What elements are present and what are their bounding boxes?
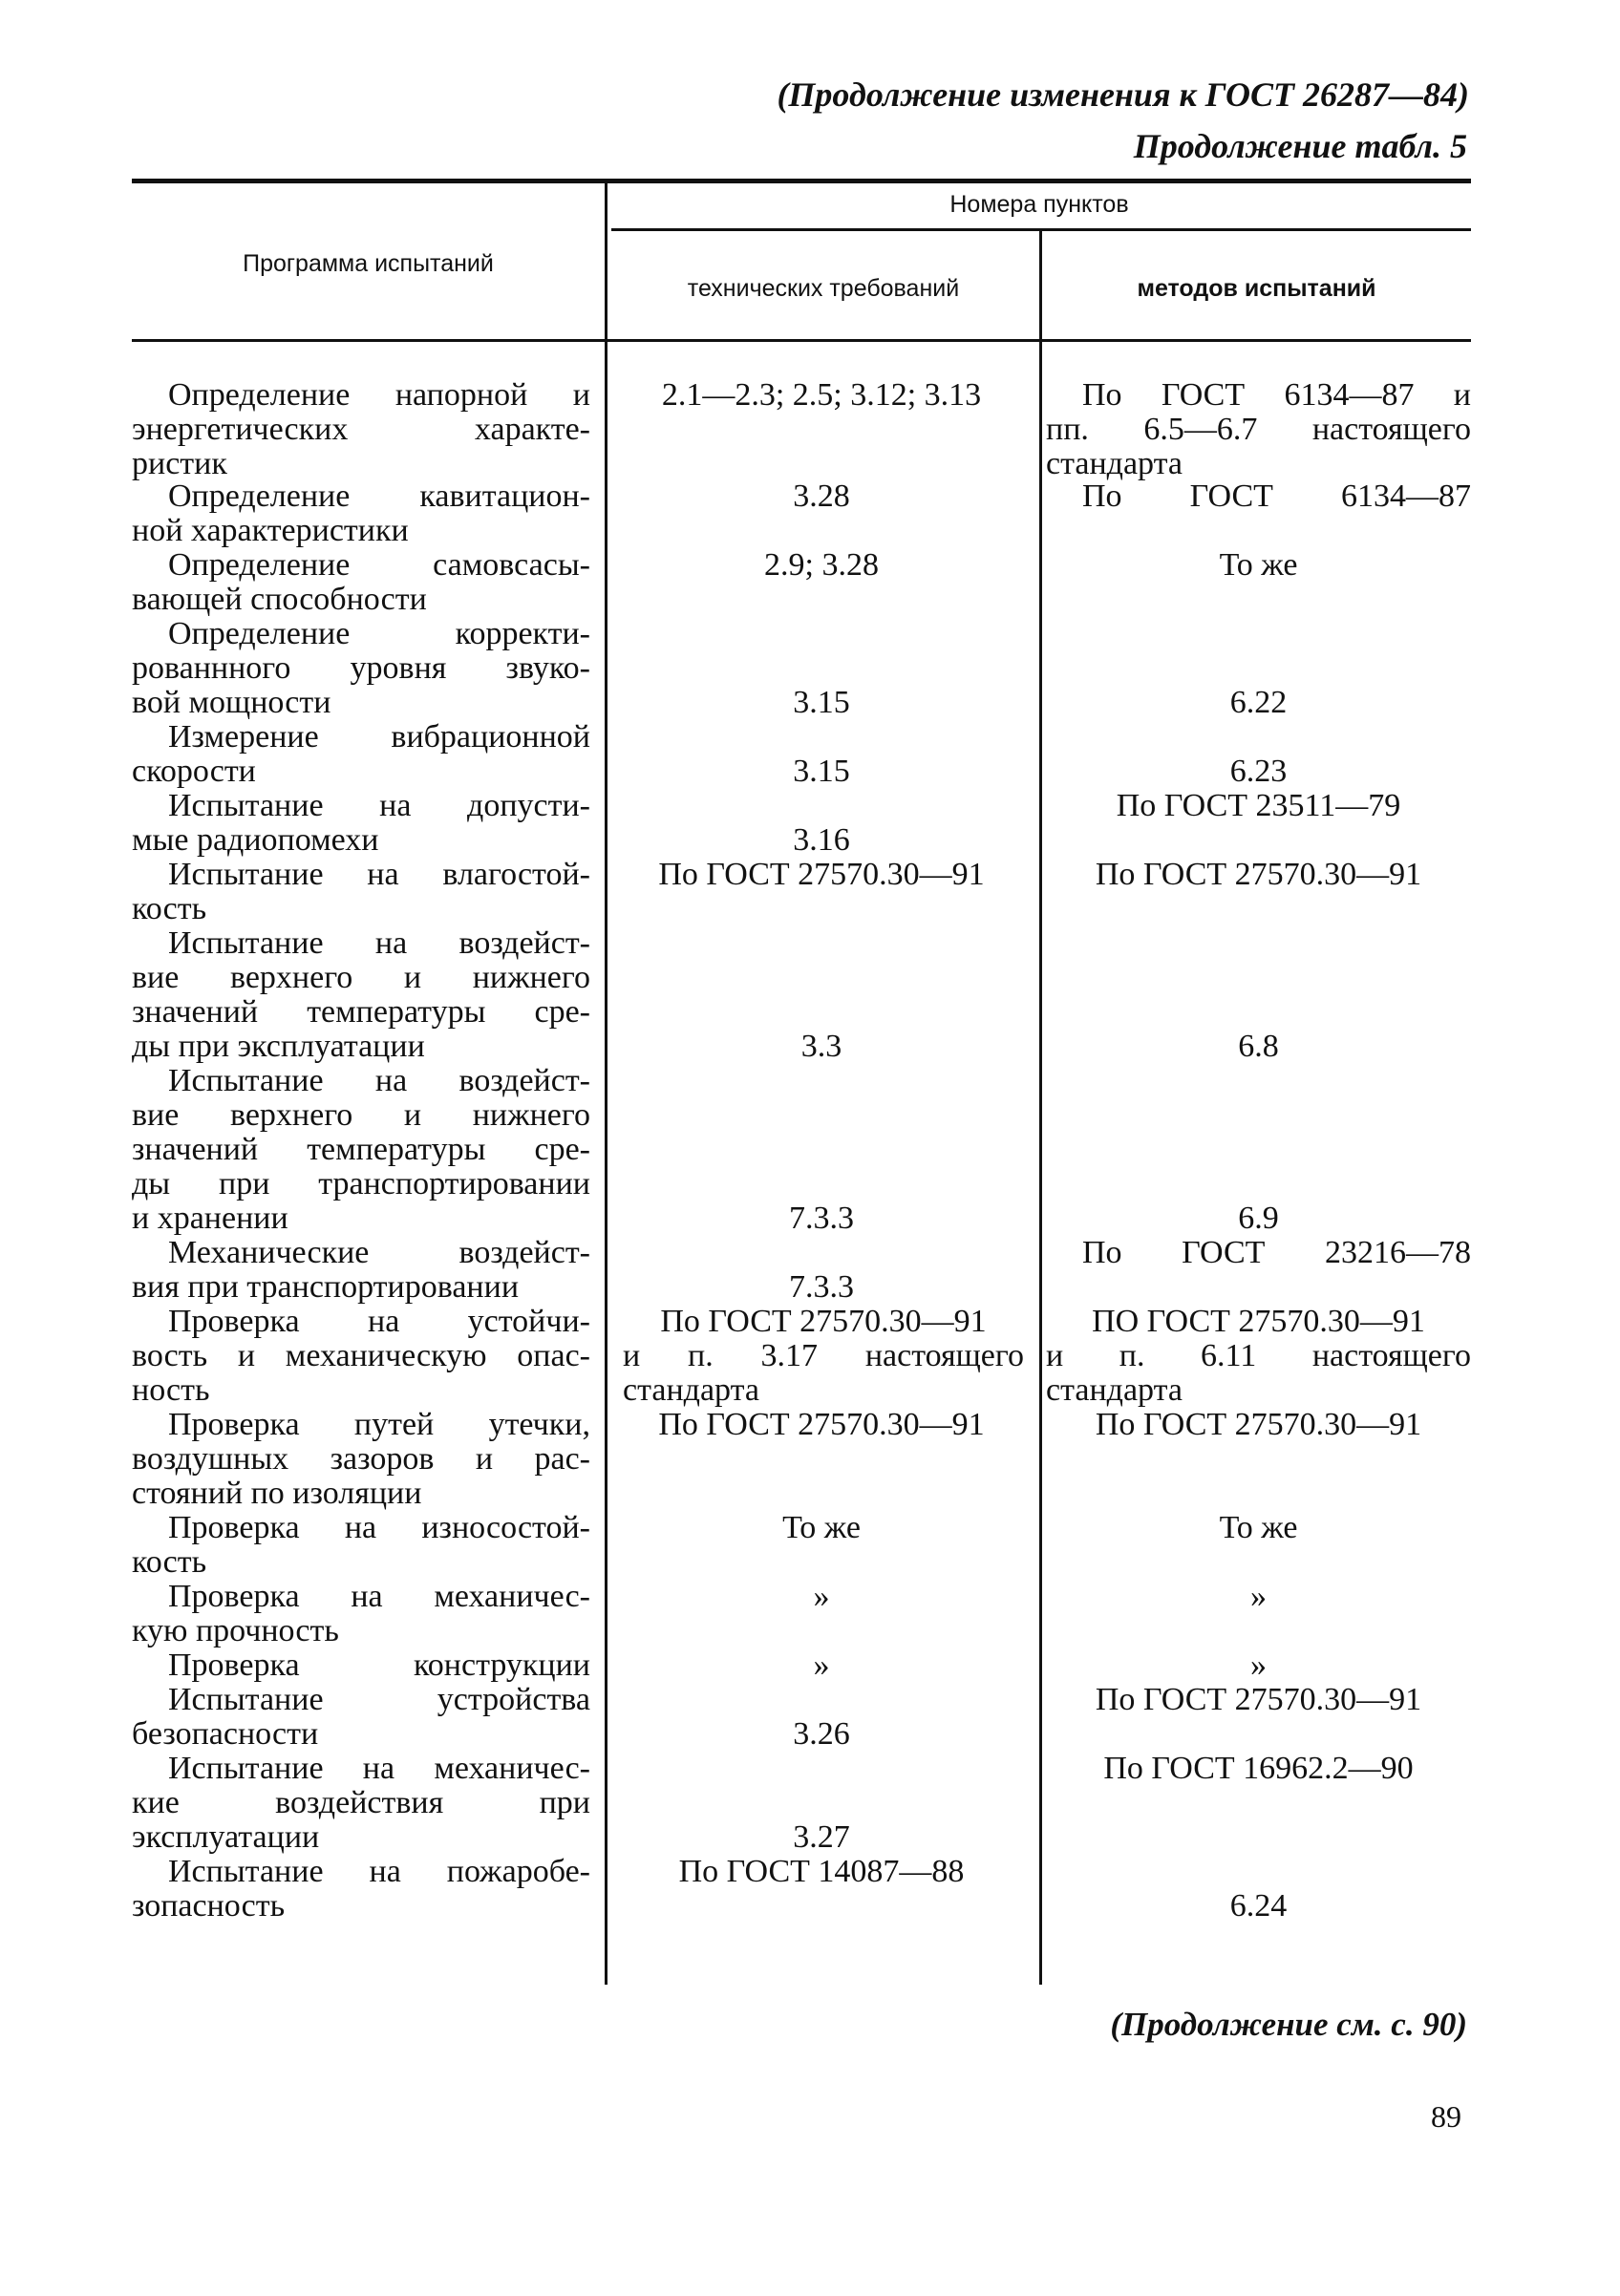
- program-cell: Проверка конструкции: [168, 1648, 590, 1683]
- tech-cell: По ГОСТ 14087—88: [678, 1854, 965, 1889]
- method-cell: То же: [1219, 547, 1298, 583]
- tech-cell: 3.3: [800, 1029, 842, 1064]
- program-cell: Механические воздейст- вия при транспортировании: [132, 1235, 590, 1305]
- method-cell: По ГОСТ 6134—87 и пп. 6.5—6.7 настоящего стандарта: [1046, 377, 1471, 481]
- tech-cell: То же: [782, 1510, 861, 1545]
- method-cell: 6.23: [1229, 754, 1288, 789]
- program-cell: Испытание на влагостой- кость: [132, 857, 590, 926]
- tech-cell: 7.3.3: [789, 1201, 854, 1236]
- method-cell: 6.9: [1238, 1201, 1279, 1236]
- method-cell: По ГОСТ 23216—78: [1082, 1235, 1471, 1270]
- tech-cell: 3.28: [793, 478, 850, 514]
- method-cell: По ГОСТ 27570.30—91: [1095, 1682, 1422, 1717]
- program-cell: Определение кавитацион- ной характеристики: [132, 478, 590, 548]
- program-cell: Определение напорной и энергетических характе- ристик: [132, 377, 590, 481]
- program-cell: Испытание устройства безопасности: [132, 1682, 590, 1752]
- col-header-tech: технических требований: [687, 275, 960, 302]
- header-bottom-rule: [132, 339, 1471, 342]
- program-cell: Проверка на устойчи- вость и механическую опас- ность: [132, 1304, 590, 1408]
- program-cell: Проверка на механичес- кую прочность: [132, 1579, 590, 1648]
- method-cell: По ГОСТ 23511—79: [1116, 788, 1401, 823]
- tech-cell: »: [813, 1579, 830, 1614]
- tech-cell: По ГОСТ 27570.30—91 и п. 3.17 настоящего стандарта: [623, 1304, 1024, 1408]
- program-cell: Проверка путей утечки, воздушных зазоров и рас- стояний по изоляции: [132, 1407, 590, 1511]
- col-header-methods: методов испытаний: [1137, 275, 1376, 302]
- tech-cell: 3.15: [793, 754, 850, 789]
- program-cell: Испытание на воздейст- вие верхнего и нижнего значений температуры сре- ды при эксплуатации: [132, 925, 590, 1064]
- method-cell: По ГОСТ 16962.2—90: [1103, 1751, 1414, 1786]
- col-divider-2: [1039, 231, 1042, 1985]
- method-cell: По ГОСТ 6134—87: [1082, 478, 1471, 514]
- tech-cell: 3.27: [793, 1819, 850, 1855]
- program-cell: Измерение вибрационной скорости: [132, 719, 590, 789]
- top-rule: [132, 179, 1471, 183]
- col-divider-1: [605, 183, 608, 1985]
- col-header-program: Программа испытаний: [243, 250, 494, 277]
- method-cell: По ГОСТ 27570.30—91: [1095, 857, 1422, 892]
- table-continuation-label: Продолжение табл. 5: [1133, 127, 1467, 165]
- method-cell: »: [1250, 1579, 1267, 1614]
- method-cell: То же: [1219, 1510, 1298, 1545]
- program-cell: Проверка на износостой- кость: [132, 1510, 590, 1580]
- tech-cell: 2.1—2.3; 2.5; 3.12; 3.13: [661, 377, 982, 413]
- tech-cell: По ГОСТ 27570.30—91: [658, 1407, 985, 1442]
- program-cell: Испытание на воздейст- вие верхнего и нижнего значений температуры сре- ды при транспортировании и хранении: [132, 1063, 590, 1236]
- method-cell: 6.8: [1238, 1029, 1279, 1064]
- tech-cell: 3.16: [793, 822, 850, 858]
- program-cell: Испытание на пожаробе- зопасность: [132, 1854, 590, 1924]
- program-cell: Испытание на допусти- мые радиопомехи: [132, 788, 590, 858]
- program-cell: Испытание на механичес- кие воздействия при эксплуатации: [132, 1751, 590, 1855]
- tech-cell: 7.3.3: [789, 1269, 854, 1305]
- col-header-group: Номера пунктов: [949, 191, 1129, 218]
- page-number: 89: [1431, 2099, 1461, 2134]
- tech-cell: 2.9; 3.28: [764, 547, 879, 583]
- tech-cell: 3.15: [793, 685, 850, 720]
- continuation-header: (Продолжение изменения к ГОСТ 26287—84): [777, 75, 1469, 114]
- method-cell: По ГОСТ 27570.30—91: [1095, 1407, 1422, 1442]
- method-cell: 6.22: [1229, 685, 1288, 720]
- tech-cell: »: [813, 1648, 830, 1683]
- tech-cell: 3.26: [793, 1716, 850, 1752]
- program-cell: Определение самовсасы- вающей способности: [132, 547, 590, 617]
- method-cell: 6.24: [1229, 1888, 1288, 1924]
- method-cell: »: [1250, 1648, 1267, 1683]
- method-cell: ПО ГОСТ 27570.30—91 и п. 6.11 настоящего стандарта: [1046, 1304, 1471, 1408]
- continuation-footer: (Продолжение см. с. 90): [1110, 2006, 1467, 2043]
- tech-cell: По ГОСТ 27570.30—91: [658, 857, 985, 892]
- program-cell: Определение корректи- рованнного уровня звуко- вой мощности: [132, 616, 590, 720]
